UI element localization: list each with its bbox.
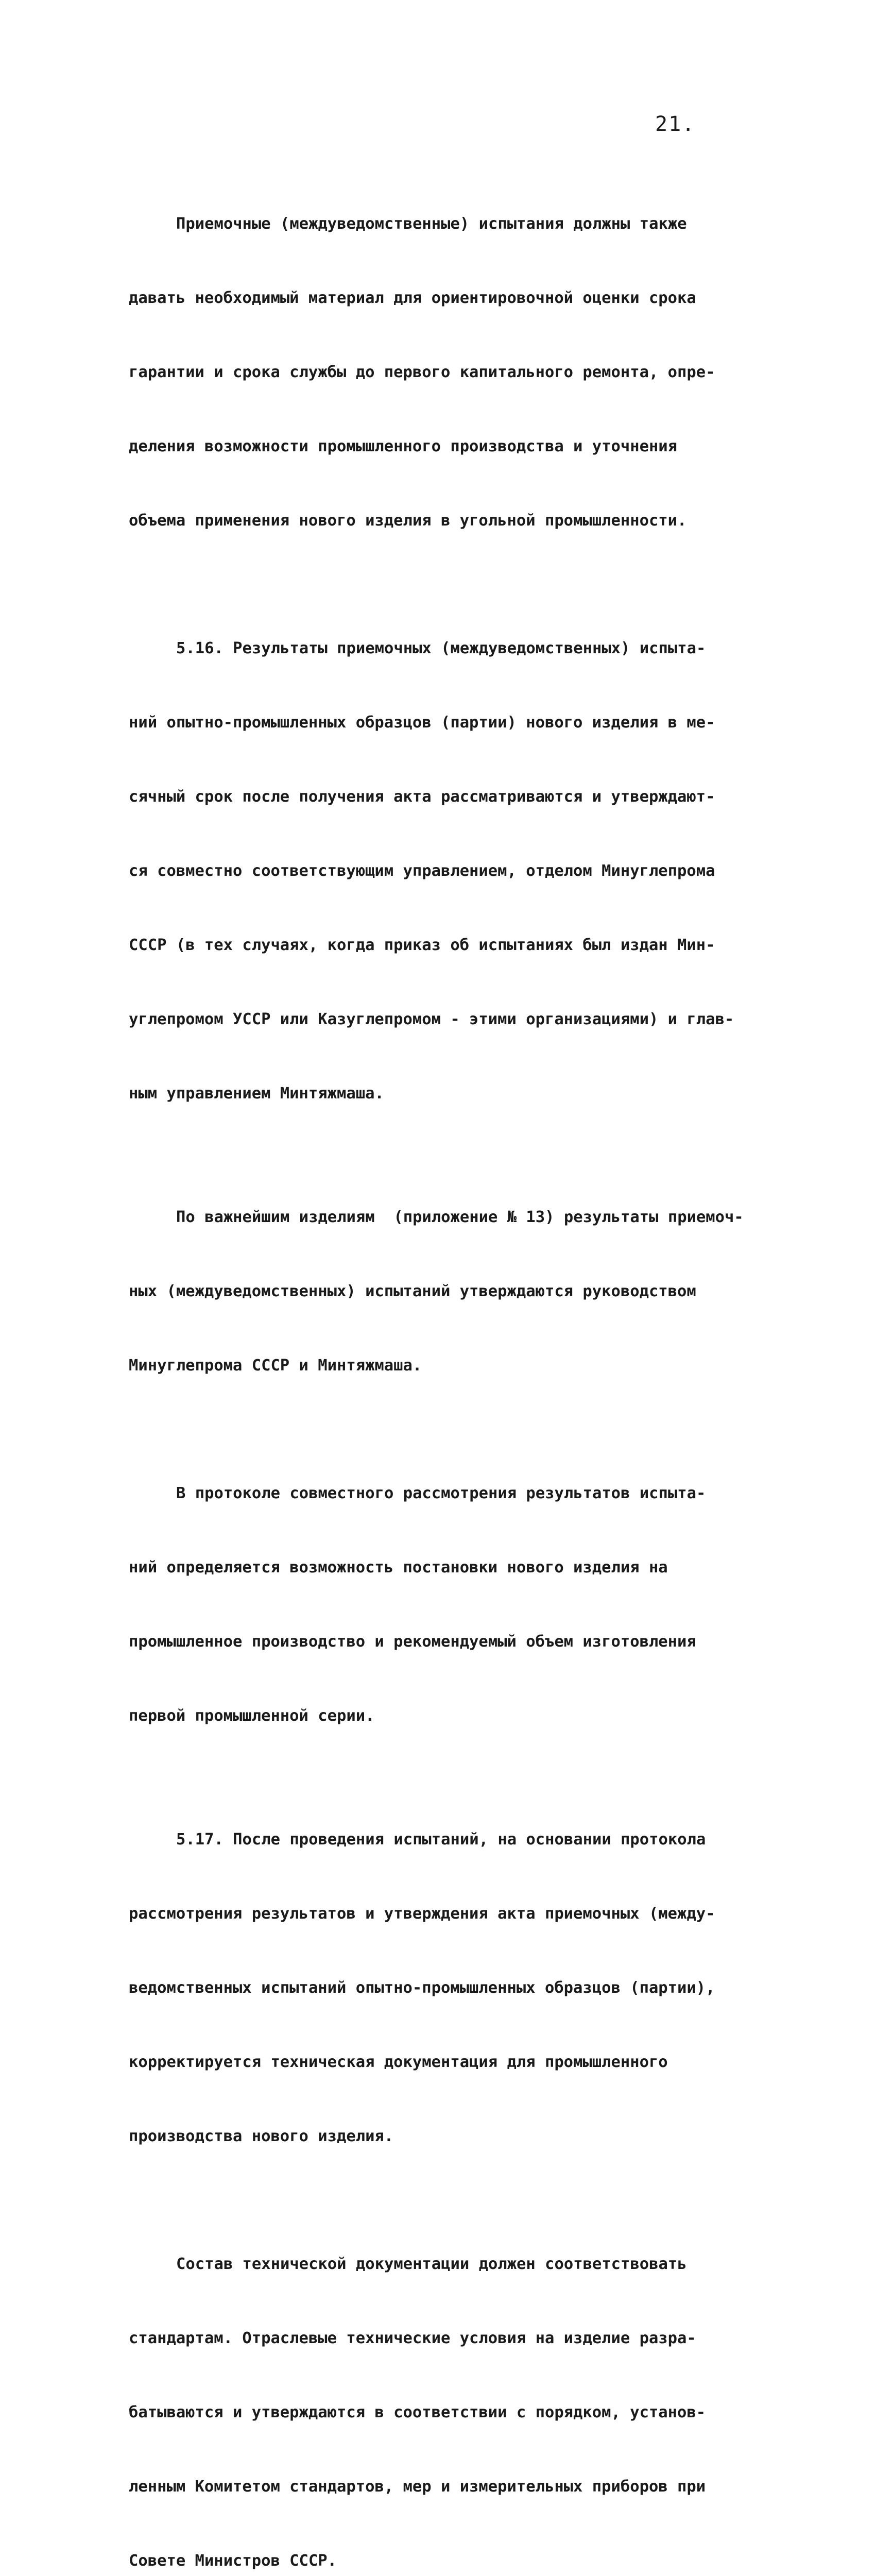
text-line: СССР (в тех случаях, когда приказ об испытаниях был издан Мин- [129, 936, 715, 954]
page-number: 21. [655, 112, 696, 136]
paragraph-p3 [129, 1156, 783, 1428]
paragraph-p5 [129, 1778, 783, 2198]
text-line: В протоколе совместного рассмотрения результатов испыта- [176, 1484, 706, 1502]
text-line: корректируется техническая документация для промышленного [129, 2053, 668, 2071]
text-line: объема применения нового изделия в угольной промышленности. [129, 512, 687, 530]
text-line: ленным Комитетом стандартов, мер и измерительных приборов при [129, 2478, 706, 2496]
text-line: Приемочные (междуведомственные) испытания должны также [176, 215, 687, 233]
document-body [129, 162, 783, 2576]
text-line: ся совместно соответствующим управлением, отделом Минуглепрома [129, 862, 715, 880]
text-line: сячный срок после получения акта рассматриваются и утверждают- [129, 788, 715, 806]
text-line: Совете Министров СССР. [129, 2552, 337, 2570]
text-line: первой промышленной серии. [129, 1707, 375, 1725]
paragraph-p6 [129, 2202, 783, 2576]
text-line: 5.17. После проведения испытаний, на основании протокола [176, 1831, 706, 1849]
text-line: Минуглепрома СССР и Минтяжмаша. [129, 1357, 422, 1375]
text-line: батываются и утверждаются в соответствии с порядком, установ- [129, 2403, 706, 2421]
text-line: давать необходимый материал для ориентировочной оценки срока [129, 289, 696, 307]
text-line: ных (междуведомственных) испытаний утверждаются руководством [129, 1282, 696, 1300]
text-line: 5.16. Результаты приемочных (междуведомственных) испыта- [176, 639, 706, 657]
text-line: ным управлением Минтяжмаша. [129, 1084, 384, 1103]
paragraph-p1 [129, 162, 783, 583]
text-line: углепромом УССР или Казуглепромом - этими организациями) и глав- [129, 1010, 734, 1028]
text-line: деления возможности промышленного производства и уточнения [129, 437, 678, 455]
text-line: ний опытно-промышленных образцов (партии) нового изделия в ме- [129, 714, 715, 732]
text-line: промышленное производство и рекомендуемый объем изготовления [129, 1633, 696, 1651]
text-line: Состав технической документации должен соответствовать [176, 2255, 687, 2273]
text-line: По важнейшим изделиям (приложение № 13) результаты приемоч- [176, 1208, 744, 1226]
text-line: ний определяется возможность постановки нового изделия на [129, 1558, 668, 1577]
text-line: гарантии и срока службы до первого капитального ремонта, опре- [129, 363, 715, 381]
text-line: ведомственных испытаний опытно-промышленных образцов (партии), [129, 1979, 715, 1997]
text-line: рассмотрения результатов и утверждения акта приемочных (между- [129, 1905, 715, 1923]
paragraph-p4 [129, 1432, 783, 1778]
paragraph-p2 [129, 587, 783, 1156]
text-line: стандартам. Отраслевые технические условия на изделие разра- [129, 2329, 696, 2347]
text-line: производства нового изделия. [129, 2127, 394, 2145]
